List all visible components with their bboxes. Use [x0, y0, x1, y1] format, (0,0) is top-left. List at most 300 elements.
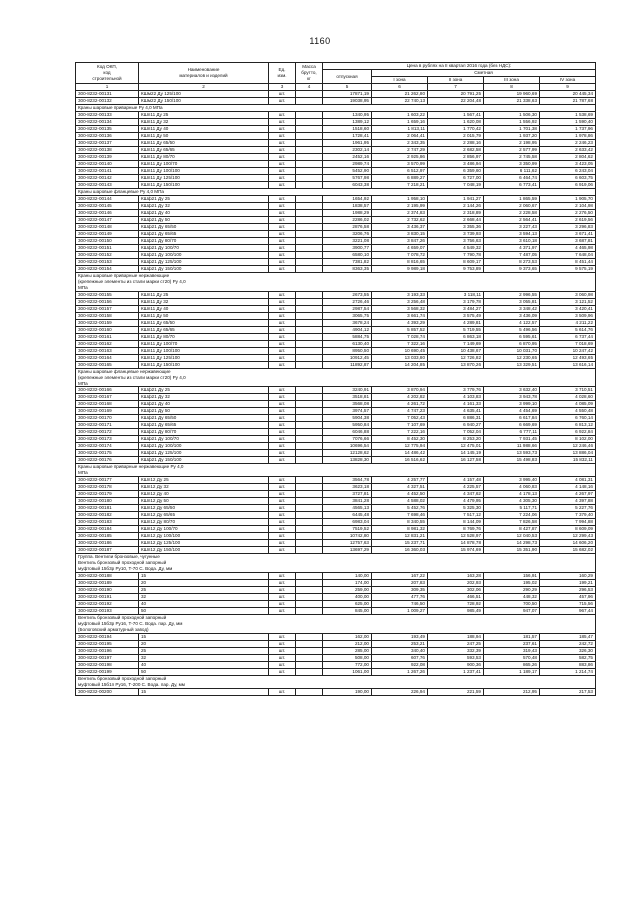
price-zone-3: 4 122,57	[484, 319, 540, 326]
table-row	[76, 319, 596, 326]
item-mass	[296, 668, 323, 675]
item-mass	[296, 98, 323, 105]
item-mass	[296, 312, 323, 319]
item-mass	[296, 154, 323, 161]
item-mass	[296, 147, 323, 154]
item-mass	[296, 231, 323, 238]
price-release: 1728,41	[323, 133, 372, 140]
table-row	[76, 98, 596, 105]
price-zone-2: 728,92	[428, 600, 484, 607]
price-release: 3900,77	[323, 245, 372, 252]
header-price-caption: Цена в рублях на II квартал 2016 года (без НДС):	[323, 63, 596, 70]
column-number: 1	[76, 84, 139, 91]
item-code: 300-8232-00167	[76, 394, 139, 401]
price-zone-2: 7 517,12	[428, 512, 484, 519]
table-row	[76, 450, 596, 457]
header-zone-3: III зона	[484, 77, 540, 84]
section-title-line: Краны шаровые фланцевые Ру 4,0 МПа	[78, 189, 164, 195]
item-name: КШф21 Ду 65/50	[139, 415, 269, 422]
item-unit: шт.	[269, 266, 296, 273]
price-release: 7076,66	[323, 436, 372, 443]
item-unit: шт.	[269, 450, 296, 457]
price-zone-1: 8 981,32	[372, 526, 428, 533]
table-row	[76, 505, 596, 512]
item-mass	[296, 298, 323, 305]
price-zone-2: 8 253,20	[428, 436, 484, 443]
price-zone-1: 4 659,07	[372, 245, 428, 252]
price-zone-3: 4 454,69	[484, 408, 540, 415]
price-zone-4: 160,29	[540, 572, 596, 579]
price-zone-3: 6 773,41	[484, 182, 540, 189]
item-mass	[296, 408, 323, 415]
item-code: 300-8232-00152	[76, 252, 139, 259]
price-zone-4: 1 978,86	[540, 133, 596, 140]
price-zone-2: 3 486,94	[428, 161, 484, 168]
price-zone-4: 217,53	[540, 688, 596, 695]
item-mass	[296, 436, 323, 443]
price-release: 772,00	[323, 661, 372, 668]
item-code: 300-8232-00144	[76, 196, 139, 203]
item-name: КШп11 Ду 100/100	[139, 347, 269, 354]
price-zone-4: 296,53	[540, 586, 596, 593]
item-code: 300-8232-00175	[76, 450, 139, 457]
price-release: 10912,45	[323, 354, 372, 361]
price-zone-3: 7 931,45	[484, 436, 540, 443]
price-zone-3: 6 111,62	[484, 168, 540, 175]
price-zone-4: 12 246,46	[540, 443, 596, 450]
price-zone-3: 3 055,81	[484, 298, 540, 305]
price-zone-4: 8 451,44	[540, 259, 596, 266]
item-unit: шт.	[269, 484, 296, 491]
price-zone-4: 582,75	[540, 654, 596, 661]
price-zone-4: 14 606,20	[540, 540, 596, 547]
price-zone-3: 3 610,18	[484, 238, 540, 245]
price-zone-3: 7 487,05	[484, 252, 540, 259]
item-mass	[296, 401, 323, 408]
price-zone-4: 15 682,02	[540, 547, 596, 554]
table-row	[76, 354, 596, 361]
item-mass	[296, 112, 323, 119]
price-zone-1: 340,40	[372, 647, 428, 654]
price-zone-3: 1 556,92	[484, 119, 540, 126]
price-zone-2: 163,28	[428, 572, 484, 579]
item-unit: шт.	[269, 140, 296, 147]
table-row	[76, 305, 596, 312]
item-name: КШп11 Ду 50	[139, 133, 269, 140]
item-name: КШп11 Ду 125/100	[139, 354, 269, 361]
item-code: 300-8232-00147	[76, 217, 139, 224]
section-title	[76, 105, 596, 112]
price-zone-2: 4 103,83	[428, 394, 484, 401]
item-mass	[296, 203, 323, 210]
item-name: КШф21 Ду 40	[139, 210, 269, 217]
price-zone-4: 13 886,04	[540, 450, 596, 457]
price-release: 7519,52	[323, 526, 372, 533]
section-title-line: Краны шаровые фланцевые нержавеющие	[78, 368, 171, 374]
item-mass	[296, 252, 323, 259]
item-unit: шт.	[269, 408, 296, 415]
item-name: КШф21 Ду 65/65	[139, 422, 269, 429]
item-code: 300-8232-00190	[76, 586, 139, 593]
price-zone-1: 6 512,97	[372, 168, 428, 175]
price-zone-2: 3 118,11	[428, 291, 484, 298]
item-mass	[296, 579, 323, 586]
item-unit: шт.	[269, 526, 296, 533]
price-zone-3: 4 060,83	[484, 484, 540, 491]
header-zone-2: II зона	[428, 77, 484, 84]
price-zone-4: 6 737,44	[540, 333, 596, 340]
item-name: 20	[139, 579, 269, 586]
item-code: 300-8232-00137	[76, 140, 139, 147]
item-code: 300-8232-00180	[76, 498, 139, 505]
price-release: 3974,57	[323, 408, 372, 415]
item-code: 300-8232-00154	[76, 266, 139, 273]
price-zone-4: 8 609,09	[540, 526, 596, 533]
item-unit: шт.	[269, 387, 296, 394]
item-name: КШф21 Ду 150/100	[139, 266, 269, 273]
price-zone-1: 167,22	[372, 572, 428, 579]
price-release: 5767,98	[323, 175, 372, 182]
price-release: 1654,92	[323, 196, 372, 203]
item-code: 300-8232-00194	[76, 633, 139, 640]
price-zone-3: 6 777,11	[484, 429, 540, 436]
item-mass	[296, 340, 323, 347]
price-zone-1: 193,49	[372, 633, 428, 640]
price-zone-3: 319,43	[484, 647, 540, 654]
section-title-line: МПа	[78, 380, 88, 386]
price-release: 5884,75	[323, 333, 372, 340]
price-zone-2: 3 484,27	[428, 305, 484, 312]
price-zone-4: 326,30	[540, 647, 596, 654]
item-name: 50	[139, 668, 269, 675]
price-zone-2: 12 726,82	[428, 354, 484, 361]
section-row	[76, 464, 596, 477]
item-code: 300-8232-00150	[76, 238, 139, 245]
item-unit: шт.	[269, 98, 296, 105]
price-zone-1: 21 262,80	[372, 91, 428, 98]
table-row	[76, 140, 596, 147]
item-unit: шт.	[269, 298, 296, 305]
item-unit: шт.	[269, 633, 296, 640]
price-zone-4: 2 633,42	[540, 147, 596, 154]
table-row	[76, 147, 596, 154]
price-zone-1: 7 322,16	[372, 340, 428, 347]
price-zone-1: 3 870,94	[372, 387, 428, 394]
price-zone-1: 226,94	[372, 688, 428, 695]
item-code: 300-8232-00133	[76, 112, 139, 119]
item-code: 300-8232-00183	[76, 519, 139, 526]
table-row	[76, 654, 596, 661]
price-release: 10742,80	[323, 533, 372, 540]
price-zone-2: 14 145,19	[428, 450, 484, 457]
item-name: КШп12 Ду 150/100	[139, 547, 269, 554]
price-zone-2: 4 225,57	[428, 484, 484, 491]
price-zone-2: 7 790,78	[428, 252, 484, 259]
price-zone-4: 2 804,62	[540, 154, 596, 161]
item-name: КШф21 Ду 65/50	[139, 224, 269, 231]
item-code: 300-8232-00182	[76, 512, 139, 519]
item-mass	[296, 361, 323, 368]
price-zone-3: 6 595,61	[484, 333, 540, 340]
price-zone-4: 883,86	[540, 661, 596, 668]
item-code: 300-8232-00159	[76, 319, 139, 326]
price-zone-3: 12 040,53	[484, 533, 540, 540]
item-name: 15	[139, 688, 269, 695]
price-zone-4: 3 296,83	[540, 224, 596, 231]
item-unit: шт.	[269, 436, 296, 443]
price-zone-2: 6 863,18	[428, 333, 484, 340]
section-title-line: МПа	[78, 284, 88, 290]
item-unit: шт.	[269, 203, 296, 210]
item-unit: шт.	[269, 291, 296, 298]
item-code: 300-8232-00188	[76, 572, 139, 579]
section-row	[76, 675, 596, 688]
column-number: 3	[269, 84, 296, 91]
price-zone-2: 4 157,48	[428, 477, 484, 484]
item-code: 300-8232-00187	[76, 547, 139, 554]
item-code: 300-8232-00178	[76, 484, 139, 491]
header-mass: Масса брутто, кг	[296, 63, 323, 84]
section-title-line: Краны шаровые приварные нержавеющие	[78, 273, 170, 278]
item-name: КШп11 Ду 40	[139, 126, 269, 133]
section-title-line: Группа. Вентили бронзовые, чугунные	[78, 554, 160, 560]
price-zone-4: 4 028,60	[540, 394, 596, 401]
header-name: Наименование материалов и изделий	[139, 63, 269, 84]
item-unit: шт.	[269, 175, 296, 182]
table-row	[76, 231, 596, 238]
item-name: КШф21 Ду 25	[139, 387, 269, 394]
item-mass	[296, 161, 323, 168]
price-zone-1: 10 690,45	[372, 347, 428, 354]
price-zone-4: 457,96	[540, 593, 596, 600]
item-name: КШп11 Ду 150/100	[139, 361, 269, 368]
price-zone-2: 2 318,89	[428, 210, 484, 217]
item-mass	[296, 354, 323, 361]
item-mass	[296, 224, 323, 231]
item-name: 15	[139, 572, 269, 579]
item-name: КШф21 Ду 150/100	[139, 457, 269, 464]
item-code: 300-8232-00177	[76, 477, 139, 484]
item-unit: шт.	[269, 196, 296, 203]
price-zone-1: 1 958,10	[372, 196, 428, 203]
item-unit: шт.	[269, 401, 296, 408]
price-release: 259,00	[323, 586, 372, 593]
price-zone-1: 15 237,71	[372, 540, 428, 547]
price-zone-1: 4 202,82	[372, 394, 428, 401]
price-zone-2: 2 288,16	[428, 140, 484, 147]
item-code: 300-8232-00160	[76, 326, 139, 333]
item-code: 300-8232-00176	[76, 457, 139, 464]
item-unit: шт.	[269, 126, 296, 133]
price-zone-3: 6 870,95	[484, 340, 540, 347]
table-row	[76, 161, 596, 168]
price-release: 285,00	[323, 647, 372, 654]
item-unit: шт.	[269, 394, 296, 401]
table-row	[76, 361, 596, 368]
price-zone-3: 2 564,41	[484, 217, 540, 224]
item-name: КШп12 Ду 65/50	[139, 505, 269, 512]
price-zone-3: 8 273,53	[484, 259, 540, 266]
table-row	[76, 647, 596, 654]
item-code: 300-8232-00151	[76, 245, 139, 252]
item-code: 300-8232-00143	[76, 182, 139, 189]
section-title	[76, 554, 596, 573]
price-zone-3: 3 436,09	[484, 312, 540, 319]
item-unit: шт.	[269, 600, 296, 607]
section-row	[76, 614, 596, 633]
price-zone-2: 8 144,09	[428, 519, 484, 526]
item-mass	[296, 450, 323, 457]
table-row	[76, 579, 596, 586]
price-zone-3: 2 577,99	[484, 147, 540, 154]
table-row	[76, 526, 596, 533]
item-mass	[296, 519, 323, 526]
price-zone-4: 3 687,81	[540, 238, 596, 245]
price-zone-3: 11 988,66	[484, 443, 540, 450]
item-name: КШп11 Ду 25	[139, 291, 269, 298]
table-row	[76, 210, 596, 217]
item-code: 300-8232-00184	[76, 526, 139, 533]
item-mass	[296, 347, 323, 354]
table-row	[76, 600, 596, 607]
price-zone-4: 15 832,11	[540, 457, 596, 464]
price-zone-4: 4 148,16	[540, 484, 596, 491]
item-code: 300-8232-00185	[76, 533, 139, 540]
item-name: КШп11 Ду 125/100	[139, 175, 269, 182]
item-name: 20	[139, 640, 269, 647]
price-zone-4: 13 616,14	[540, 361, 596, 368]
item-unit: шт.	[269, 312, 296, 319]
price-zone-2: 1 567,41	[428, 112, 484, 119]
price-zone-2: 20 791,25	[428, 91, 484, 98]
item-name: КШп12 Ду 125/100	[139, 540, 269, 547]
item-code: 300-8232-00181	[76, 505, 139, 512]
price-zone-2: 8 609,17	[428, 259, 484, 266]
item-code: 300-8232-00196	[76, 647, 139, 654]
table-row	[76, 519, 596, 526]
price-zone-3: 2 198,95	[484, 140, 540, 147]
price-release: 2302,14	[323, 147, 372, 154]
section-title-line: Краны шаровые приварные Ру 4,0 МПа	[78, 105, 163, 111]
price-zone-4: 1 538,69	[540, 112, 596, 119]
item-mass	[296, 688, 323, 695]
price-zone-2: 3 739,93	[428, 231, 484, 238]
item-code: 300-8232-00171	[76, 422, 139, 429]
item-name: 25	[139, 586, 269, 593]
item-unit: шт.	[269, 119, 296, 126]
price-zone-4: 7 379,40	[540, 512, 596, 519]
price-zone-2: 3 575,49	[428, 312, 484, 319]
item-name: 32	[139, 593, 269, 600]
price-zone-3: 8 427,87	[484, 526, 540, 533]
item-unit: шт.	[269, 326, 296, 333]
price-zone-4: 2 246,23	[540, 140, 596, 147]
item-name: КШп12 Ду 100/100	[139, 533, 269, 540]
item-name: КШп12 Ду 40	[139, 491, 269, 498]
price-zone-1: 1 813,11	[372, 126, 428, 133]
price-release: 2286,02	[323, 217, 372, 224]
item-code: 300-8232-00200	[76, 688, 139, 695]
item-code: 300-8232-00169	[76, 408, 139, 415]
price-release: 2673,55	[323, 291, 372, 298]
price-release: 3221,08	[323, 238, 372, 245]
item-code: 300-8232-00136	[76, 133, 139, 140]
item-code: 300-8232-00157	[76, 305, 139, 312]
price-zone-1: 3 256,48	[372, 298, 428, 305]
price-zone-2: 4 635,41	[428, 408, 484, 415]
price-release: 2876,58	[323, 224, 372, 231]
price-release: 3065,75	[323, 312, 372, 319]
table-row	[76, 408, 596, 415]
item-name: КШф21 Ду 80/70	[139, 429, 269, 436]
item-unit: шт.	[269, 217, 296, 224]
table-row	[76, 326, 596, 333]
item-mass	[296, 654, 323, 661]
item-unit: шт.	[269, 579, 296, 586]
price-zone-4: 2 104,98	[540, 203, 596, 210]
price-release: 3678,24	[323, 319, 372, 326]
price-release: 162,00	[323, 633, 372, 640]
price-release: 6043,38	[323, 182, 372, 189]
table-row	[76, 224, 596, 231]
price-zone-1: 13 033,80	[372, 354, 428, 361]
price-zone-1: 7 107,69	[372, 422, 428, 429]
price-zone-4: 6 760,14	[540, 415, 596, 422]
item-name: КШп11 Ду 80/70	[139, 333, 269, 340]
price-release: 3518,81	[323, 394, 372, 401]
price-zone-2: 3 756,63	[428, 238, 484, 245]
price-release: 1061,00	[323, 668, 372, 675]
price-zone-2: 15 974,69	[428, 547, 484, 554]
price-zone-4: 3 710,51	[540, 387, 596, 394]
item-mass	[296, 547, 323, 554]
price-zone-2: 16 127,58	[428, 457, 484, 464]
section-row	[76, 368, 596, 387]
price-zone-2: 593,53	[428, 654, 484, 661]
item-unit: шт.	[269, 498, 296, 505]
price-zone-3: 6 669,69	[484, 422, 540, 429]
price-zone-3: 1 865,59	[484, 196, 540, 203]
item-mass	[296, 593, 323, 600]
item-unit: шт.	[269, 154, 296, 161]
table-row	[76, 457, 596, 464]
price-zone-4: 6 919,06	[540, 182, 596, 189]
price-zone-4: 9 575,19	[540, 266, 596, 273]
price-release: 3727,81	[323, 491, 372, 498]
price-zone-3: 2 228,58	[484, 210, 540, 217]
item-name: 15	[139, 633, 269, 640]
price-release: 6445,48	[323, 512, 372, 519]
price-zone-2: 202,93	[428, 579, 484, 586]
price-zone-2: 4 347,62	[428, 491, 484, 498]
item-name: 40	[139, 661, 269, 668]
item-code: 300-8232-00158	[76, 312, 139, 319]
table-row	[76, 168, 596, 175]
table-row	[76, 203, 596, 210]
price-zone-3: 947,07	[484, 607, 540, 614]
item-unit: шт.	[269, 415, 296, 422]
price-release: 174,00	[323, 579, 372, 586]
price-release: 1340,95	[323, 112, 372, 119]
page-number: 1160	[309, 36, 331, 46]
price-zone-3: 181,57	[484, 633, 540, 640]
price-zone-3: 6 617,84	[484, 415, 540, 422]
item-mass	[296, 291, 323, 298]
price-zone-2: 6 940,27	[428, 422, 484, 429]
price-release: 3564,78	[323, 477, 372, 484]
item-name: КШп11 Ду 65/65	[139, 326, 269, 333]
price-release: 140,00	[323, 572, 372, 579]
